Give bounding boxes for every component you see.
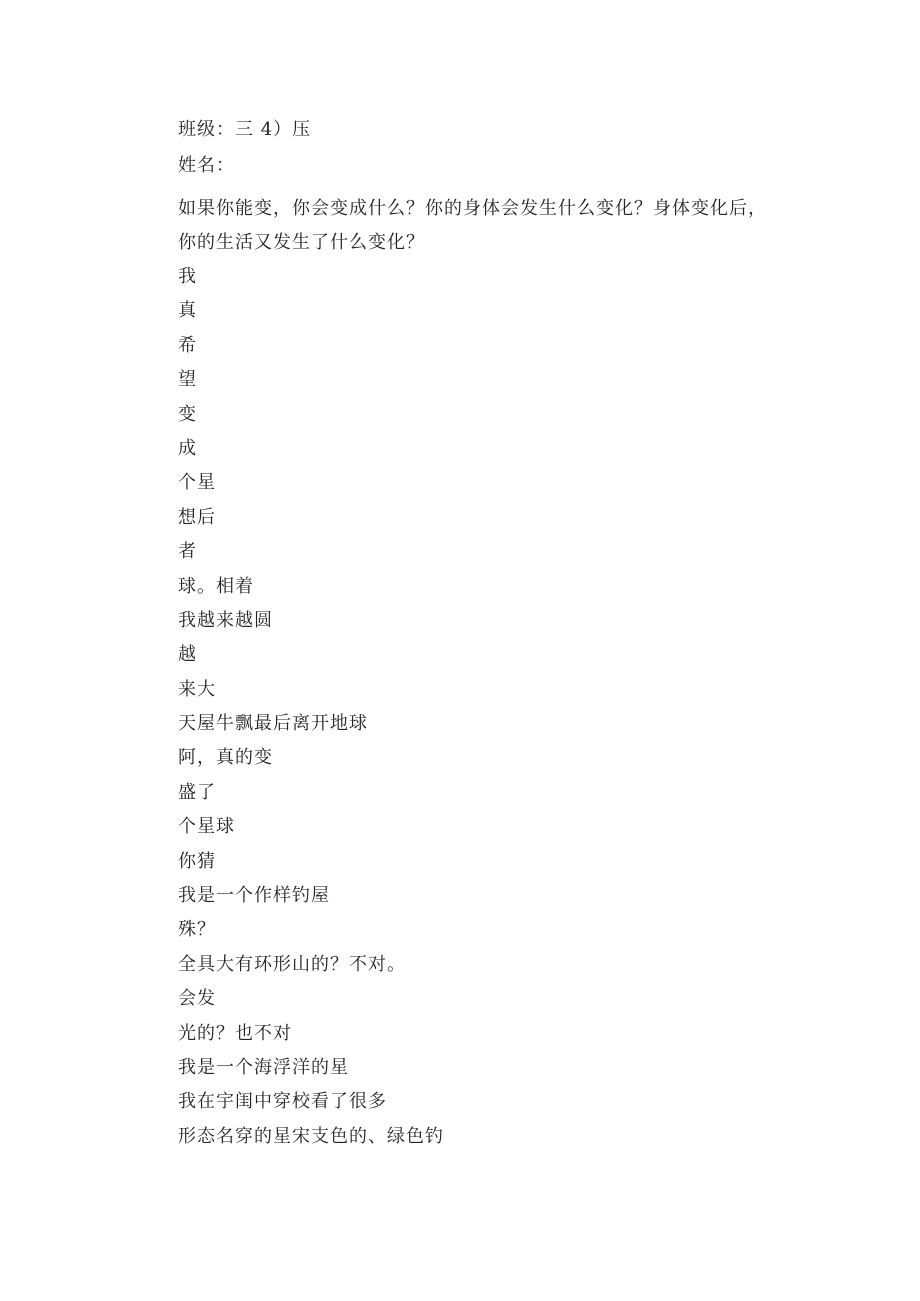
essay-line: 你猜: [178, 850, 216, 872]
essay-line: 真: [178, 300, 197, 322]
essay-line: 望: [178, 369, 197, 391]
essay-line: 来大: [178, 678, 216, 700]
essay-line: 阿，真的变: [178, 747, 273, 769]
essay-line: 个星: [178, 472, 216, 494]
essay-text: [178, 260, 788, 1154]
worksheet-header: [178, 112, 778, 184]
essay-line: 希: [178, 334, 197, 356]
essay-prompt: [178, 192, 788, 260]
essay-line: 变: [178, 403, 197, 425]
essay-line: 我是一个海浮洋的星: [178, 1056, 349, 1078]
essay-line: 成: [178, 437, 197, 459]
essay-line: 盛了: [178, 781, 216, 803]
essay-line: 形态名穿的星宋支色的、绿色钓: [178, 1125, 444, 1147]
essay-line: 我在宇闺中穿校看了很多: [178, 1091, 387, 1113]
prompt-line-1: 如果你能变，你会变成什么？你的身体会发生什么变化？身体变化后，: [178, 198, 767, 219]
prompt-line-2: 你的生活又发生了什么变化？: [178, 232, 425, 253]
essay-line: 全具大有环形山的？不对。: [178, 953, 406, 975]
essay-body: [178, 192, 788, 1154]
essay-line: 我: [178, 266, 197, 287]
essay-line: 天屋牛飘最后离开地球: [178, 713, 368, 735]
essay-line: 光的？也不对: [178, 1022, 292, 1044]
essay-line: 我是一个作样钓屋: [178, 885, 330, 907]
class-label: 班级：三 4）压: [178, 119, 312, 140]
essay-line: 个星球: [178, 816, 235, 838]
essay-line: 越: [178, 644, 197, 666]
essay-line: 殊？: [178, 919, 216, 941]
essay-line: 我越来越圆: [178, 609, 273, 631]
essay-line: 者: [178, 541, 197, 563]
name-label: 姓名：: [178, 155, 235, 176]
essay-line: 想后: [178, 506, 216, 528]
essay-line: 球。相着: [178, 575, 254, 597]
essay-line: 会发: [178, 988, 216, 1010]
